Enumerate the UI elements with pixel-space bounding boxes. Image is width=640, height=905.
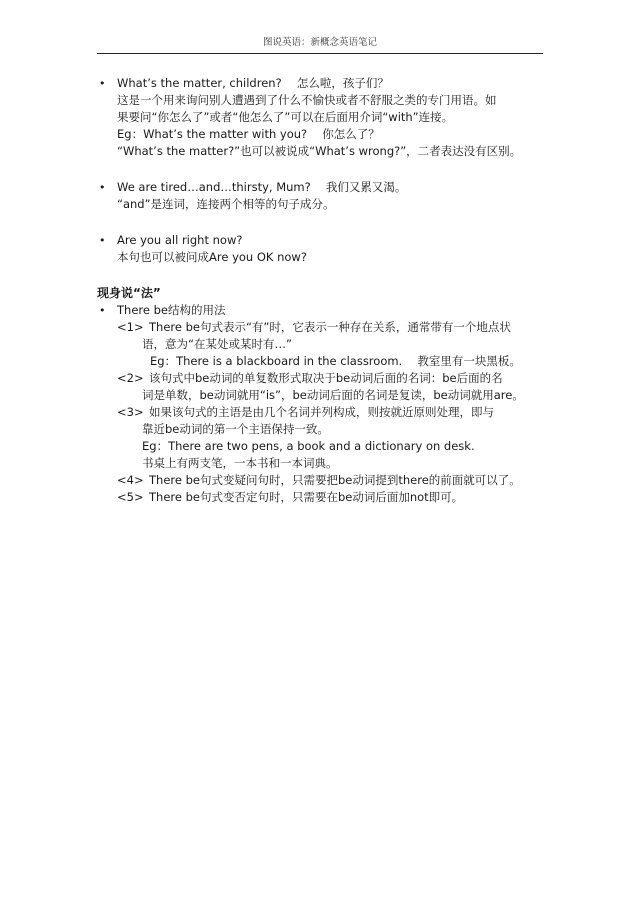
note-item-3-line-2: 本句也可以被问成Are you OK now? <box>117 250 307 264</box>
rule-label: <4> <box>117 473 144 487</box>
section-bullet-text: There be结构的用法 <box>117 303 226 317</box>
note-item-1-line-4: Eg：What’s the matter with you? 你怎么了？ <box>117 127 380 141</box>
rule-label: <3> <box>117 405 144 419</box>
rule-3 <box>117 404 547 472</box>
bullet-icon: • <box>99 234 106 247</box>
note-item-2-line-1: We are tired…and…thirsty, Mum? 我们又累又渴。 <box>117 180 407 194</box>
bullet-icon: • <box>99 304 106 317</box>
rule-text: There be句式变疑问句时，只需要把be动词提到there的前面就可以了。 <box>149 473 521 487</box>
rule-example: Eg：There is a blackboard in the classroom. 教室里有一块黑板。 <box>150 354 521 368</box>
section-title: 现身说“法” <box>97 286 161 300</box>
rule-example: Eg：There are two pens, a book and a dictionary on desk. <box>142 439 475 453</box>
rule-text-cont: 靠近be动词的第一个主语保持一致。 <box>142 422 329 436</box>
rule-label: <1> <box>117 320 144 334</box>
note-item-1-line-3: 果要问“你怎么了”或者“他怎么了”可以在后面用介词“with”连接。 <box>117 110 454 124</box>
rule-text: 如果该句式的主语是由几个名词并列构成，则按就近原则处理，即与 <box>149 405 494 419</box>
note-item-2 <box>97 179 547 213</box>
note-item-1-line-5: “What’s the matter?”也可以被说成“What’s wrong?”，二者表达没有区别。 <box>117 144 522 158</box>
note-item-2-line-2: “and”是连词，连接两个相等的句子成分。 <box>117 197 335 211</box>
note-item-1 <box>97 75 547 160</box>
rules-list <box>97 319 547 506</box>
rule-text-cont: 词是单数，be动词就用“is”，be动词后面的名词是复读，be动词就用are。 <box>142 388 524 402</box>
rule-text: There be句式变否定句时，只需要在be动词后面加not即可。 <box>149 490 464 504</box>
rule-text: 该句式中be动词的单复数形式取决于be动词后面的名词：be后面的名 <box>149 371 503 385</box>
rule-4 <box>117 472 547 489</box>
bullet-icon: • <box>99 181 106 194</box>
rule-label: <5> <box>117 490 144 504</box>
rule-2 <box>117 370 547 404</box>
rule-1 <box>117 319 547 370</box>
note-item-1-line-1: What’s the matter, children? 怎么啦，孩子们？ <box>117 76 389 90</box>
page-header: 图说英语：新概念英语笔记 <box>97 34 543 54</box>
section-bullet <box>97 302 547 319</box>
notes-content <box>97 75 547 506</box>
rule-label: <2> <box>117 371 144 385</box>
rule-text: There be句式表示“有”时，它表示一种存在关系，通常带有一个地点状 <box>149 320 511 334</box>
bullet-icon: • <box>99 77 106 90</box>
rule-text-cont: 语，意为“在某处或某时有…” <box>142 337 292 351</box>
rule-example-translation: 书桌上有两支笔，一本书和一本词典。 <box>142 456 338 470</box>
note-item-3 <box>97 232 547 266</box>
note-item-3-line-1: Are you all right now? <box>117 233 243 247</box>
note-item-1-line-2: 这是一个用来询问别人遭遇到了什么不愉快或者不舒服之类的专门用语。如 <box>117 93 497 107</box>
rule-5 <box>117 489 547 506</box>
